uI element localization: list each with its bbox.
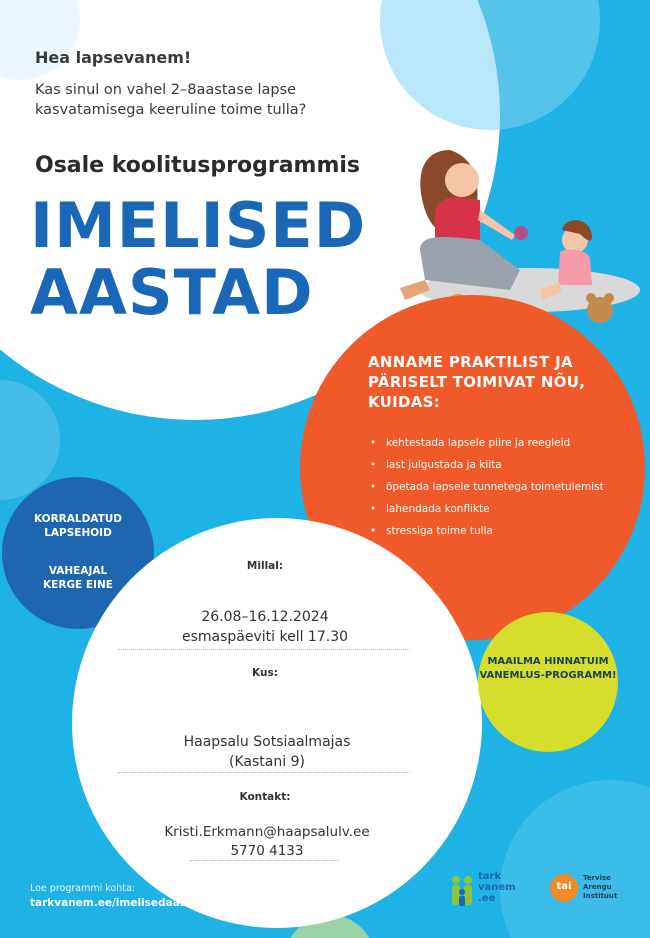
tai-text-1: Tervise bbox=[583, 874, 611, 882]
when-dates: 26.08–16.12.2024 bbox=[201, 609, 329, 625]
divider bbox=[118, 649, 410, 650]
tarkvanem-word-2: vanem bbox=[478, 882, 516, 893]
greeting: Hea lapsevanem! bbox=[35, 48, 192, 67]
subtitle: Osale koolitusprogrammis bbox=[35, 153, 361, 178]
divider bbox=[118, 772, 410, 773]
where-address: (Kastani 9) bbox=[229, 754, 305, 770]
tarkvanem-logo[interactable] bbox=[448, 872, 518, 912]
tai-text-2: Arengu bbox=[583, 883, 612, 891]
contact-label: Kontakt: bbox=[239, 791, 291, 803]
list-item: • õpetada lapsele tunnetega toimetulemist bbox=[370, 476, 630, 498]
tarkvanem-word-3: .ee bbox=[478, 893, 496, 904]
when-label: Millal: bbox=[246, 560, 284, 572]
where-label: Kus: bbox=[252, 667, 278, 679]
intro-question: Kas sinul on vahel 2–8aastase lapse kasvatamisega keeruline toime tulla? bbox=[35, 82, 307, 118]
tai-text-3: Instituut bbox=[583, 892, 618, 900]
family-icon bbox=[448, 874, 476, 908]
title-line-2: AASTAD bbox=[30, 256, 314, 329]
contact-email[interactable]: Kristi.Erkmann@haapsalulv.ee bbox=[164, 824, 370, 840]
program-link[interactable]: tarkvanem.ee/imelisedaastad bbox=[30, 897, 206, 909]
badge-text: MAAILMA HINNATUIM VANEMLUS-PROGRAMM! bbox=[479, 656, 617, 681]
details-circle bbox=[72, 518, 482, 928]
title-line-1: IMELISED bbox=[30, 189, 367, 262]
tai-mark-text: tai bbox=[556, 881, 572, 892]
offer-list bbox=[370, 432, 630, 542]
list-item: • lahendada konflikte bbox=[370, 498, 630, 520]
read-more-label: Loe programmi kohta: bbox=[30, 883, 136, 894]
childcare-note: KORRALDATUD LAPSEHOID bbox=[33, 513, 122, 539]
list-item: • kehtestada lapsele piire ja reegleid bbox=[370, 432, 630, 454]
where-place: Haapsalu Sotsiaalmajas bbox=[183, 734, 351, 750]
offer-heading: ANNAME PRAKTILIST JA PÄRISELT TOIMIVAT NÕU, KUIDAS: bbox=[368, 353, 586, 411]
contact-phone[interactable]: 5770 4133 bbox=[230, 843, 304, 859]
divider bbox=[190, 860, 340, 861]
when-time: esmaspäeviti kell 17.30 bbox=[181, 629, 349, 645]
snack-note: VAHEAJAL KERGE EINE bbox=[43, 565, 113, 591]
list-item: • stressiga toime tulla bbox=[370, 520, 630, 542]
tai-logo[interactable] bbox=[550, 872, 645, 912]
tarkvanem-word-1: tark bbox=[478, 871, 502, 882]
list-item: • last julgustada ja kiita bbox=[370, 454, 630, 476]
